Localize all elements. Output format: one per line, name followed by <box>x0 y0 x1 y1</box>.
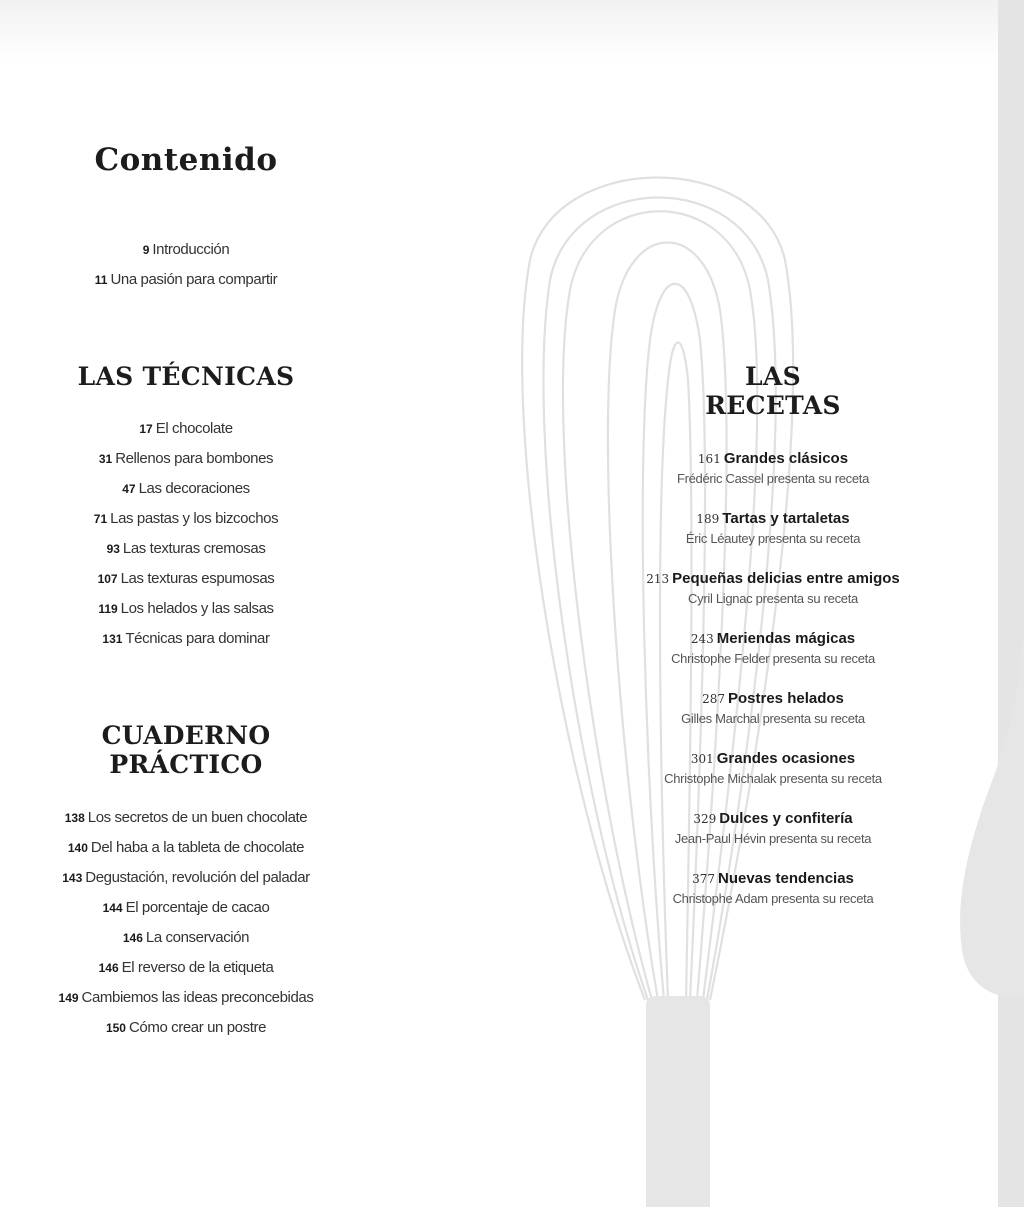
toc-item[interactable] <box>0 868 372 898</box>
recipe-subtitle: Christophe Felder presenta su receta <box>671 651 875 666</box>
recipe-title: Grandes ocasiones <box>716 750 856 767</box>
toc-label: Las decoraciones <box>138 480 250 497</box>
page-number: 146 <box>122 931 143 945</box>
toc-label: El reverso de la etiqueta <box>121 959 274 976</box>
page-number: 9 <box>142 243 150 257</box>
left-column <box>0 0 372 1207</box>
page-number: 150 <box>105 1021 126 1035</box>
toc-label: Una pasión para compartir <box>110 271 278 288</box>
recipe-subtitle: Gilles Marchal presenta su receta <box>681 711 865 726</box>
page-number: 287 <box>702 692 725 706</box>
toc-label: Técnicas para dominar <box>125 630 270 647</box>
toc-label: Introducción <box>152 241 230 258</box>
page-number: 11 <box>94 273 108 287</box>
page-number: 140 <box>67 841 88 855</box>
techniques-list <box>0 419 372 659</box>
recipe-item[interactable] <box>600 809 946 869</box>
intro-list <box>0 240 372 300</box>
toc-item[interactable] <box>0 629 372 659</box>
recipe-item[interactable] <box>600 689 946 749</box>
toc-item[interactable] <box>0 419 372 449</box>
recipe-title: Grandes clásicos <box>723 450 849 467</box>
recipe-item[interactable] <box>600 629 946 689</box>
page-number: 138 <box>64 811 85 825</box>
notebook-heading-line1: CUADERNO <box>101 721 271 750</box>
page-number: 146 <box>98 961 119 975</box>
toc-item[interactable] <box>0 928 372 958</box>
page-number: 329 <box>693 812 717 826</box>
toc-label: Los helados y las salsas <box>120 600 274 617</box>
toc-label: El porcentaje de cacao <box>125 899 270 916</box>
page-number: 71 <box>93 512 108 526</box>
toc-label: Cómo crear un postre <box>128 1019 267 1036</box>
notebook-heading <box>0 721 372 779</box>
toc-item[interactable] <box>0 240 372 270</box>
toc-label: Las pastas y los bizcochos <box>110 510 279 527</box>
recipes-heading <box>600 362 946 420</box>
right-column <box>600 0 946 1207</box>
page-number: 377 <box>692 872 715 886</box>
toc-item[interactable] <box>0 270 372 300</box>
toc-item[interactable] <box>0 808 372 838</box>
toc-label: El chocolate <box>155 420 233 437</box>
notebook-list <box>0 808 372 1048</box>
toc-item[interactable] <box>0 449 372 479</box>
toc-item[interactable] <box>0 539 372 569</box>
toc-label: Degustación, revolución del paladar <box>85 869 310 886</box>
page-number: 213 <box>646 572 670 586</box>
recipe-item[interactable] <box>600 449 946 509</box>
page-number: 149 <box>58 991 79 1005</box>
recipe-subtitle: Christophe Adam presenta su receta <box>672 891 874 906</box>
toc-item[interactable] <box>0 479 372 509</box>
toc-item[interactable] <box>0 569 372 599</box>
page-number: 161 <box>697 452 721 466</box>
toc-label: La conservación <box>145 929 250 946</box>
toc-item[interactable] <box>0 988 372 1018</box>
recipe-item[interactable] <box>600 509 946 569</box>
techniques-heading: LAS TÉCNICAS <box>77 362 295 391</box>
recipe-title: Dulces y confitería <box>719 810 853 827</box>
toc-label: Las texturas espumosas <box>120 570 275 587</box>
toc-label: Las texturas cremosas <box>122 540 266 557</box>
recipe-title: Meriendas mágicas <box>716 630 856 647</box>
page-number: 107 <box>97 572 118 586</box>
contents-title: Contenido <box>94 142 278 178</box>
recipe-subtitle: Christophe Michalak presenta su receta <box>664 771 882 786</box>
notebook-heading-line2: PRÁCTICO <box>109 750 263 779</box>
recipe-subtitle: Frédéric Cassel presenta su receta <box>676 471 870 486</box>
recipe-subtitle: Jean-Paul Hévin presenta su receta <box>674 831 872 846</box>
recipe-item[interactable] <box>600 569 946 629</box>
toc-label: Los secretos de un buen chocolate <box>87 809 308 826</box>
recipe-subtitle: Éric Léautey presenta su receta <box>685 531 861 546</box>
page-number: 143 <box>62 871 83 885</box>
page-number: 131 <box>102 632 123 646</box>
recipe-title: Tartas y tartaletas <box>722 510 850 527</box>
toc-item[interactable] <box>0 1018 372 1048</box>
page-number: 243 <box>690 632 714 646</box>
toc-label: Rellenos para bombones <box>115 450 274 467</box>
page-number: 189 <box>696 512 720 526</box>
page-number: 144 <box>102 901 123 915</box>
recipes-heading-line2: RECETAS <box>705 391 841 420</box>
recipes-list <box>600 449 946 929</box>
toc-item[interactable] <box>0 599 372 629</box>
recipe-title: Pequeñas delicias entre amigos <box>672 570 900 587</box>
toc-item[interactable] <box>0 958 372 988</box>
recipe-item[interactable] <box>600 869 946 929</box>
page-number: 119 <box>98 602 118 616</box>
page-number: 301 <box>690 752 714 766</box>
recipe-item[interactable] <box>600 749 946 809</box>
page-number: 47 <box>122 482 136 496</box>
toc-item[interactable] <box>0 838 372 868</box>
page-number: 93 <box>106 542 120 556</box>
recipes-heading-line1: LAS <box>745 362 801 391</box>
recipe-title: Nuevas tendencias <box>718 870 854 887</box>
toc-item[interactable] <box>0 898 372 928</box>
page-number: 31 <box>98 452 113 466</box>
toc-label: Del haba a la tableta de chocolate <box>90 839 305 856</box>
toc-item[interactable] <box>0 509 372 539</box>
recipe-title: Postres helados <box>728 690 844 707</box>
page-number: 17 <box>139 422 153 436</box>
toc-label: Cambiemos las ideas preconcebidas <box>81 989 314 1006</box>
recipe-subtitle: Cyril Lignac presenta su receta <box>688 591 858 606</box>
